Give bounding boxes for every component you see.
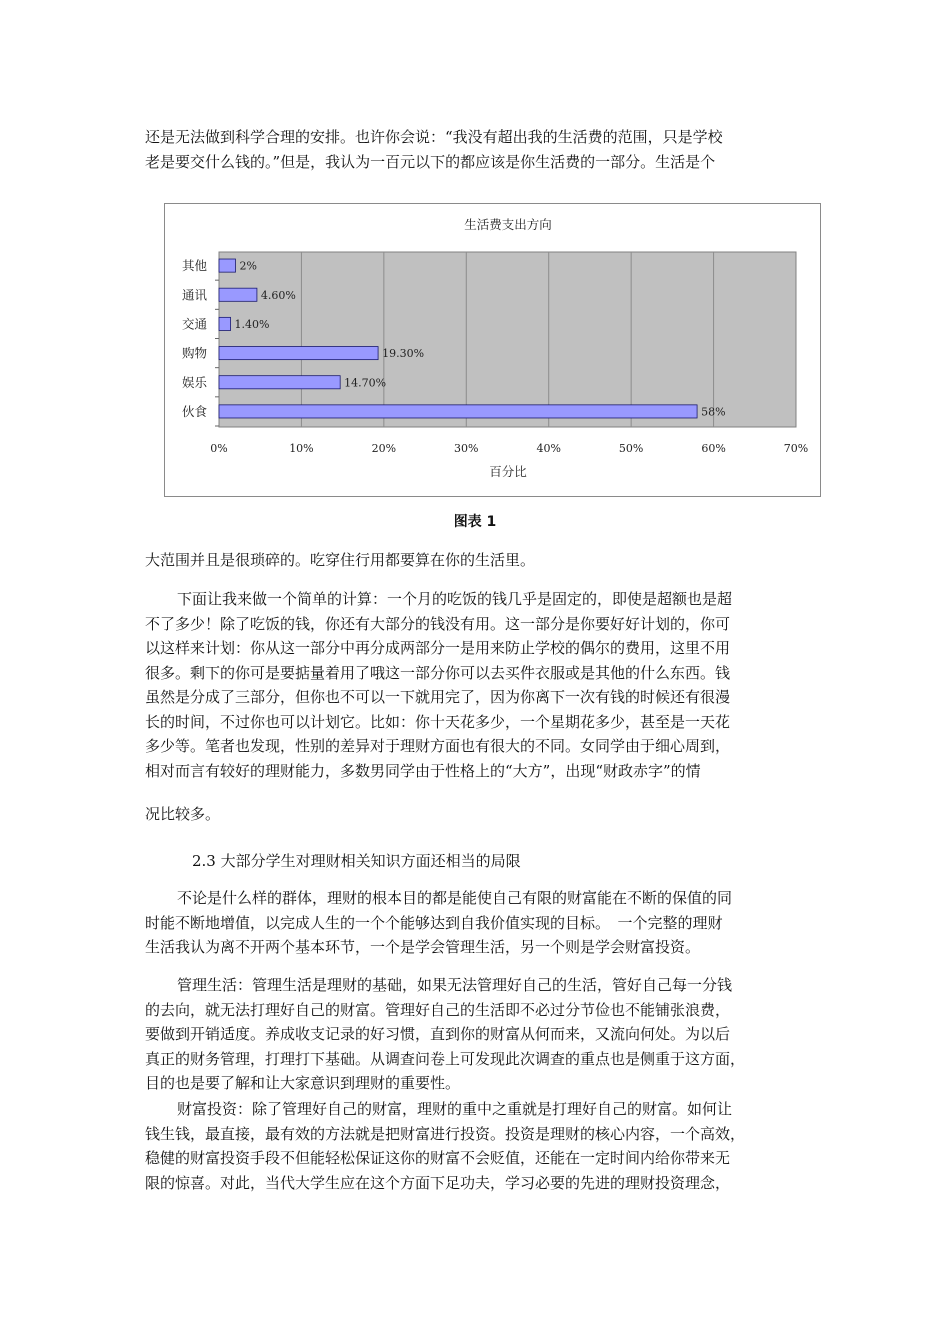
- text-line: 还是无法做到科学合理的安排。也许你会说：“我没有超出我的生活费的范围，只是学校: [145, 128, 723, 146]
- paragraph-5: [145, 973, 810, 1096]
- bar-value-label: 4.60%: [260, 288, 296, 302]
- text-line: 多少等。笔者也发现，性别的差异对于理财方面也有很大的不同。女同学由于细心周到，: [145, 737, 731, 755]
- bar-value-label: 2%: [239, 259, 257, 273]
- bar: [219, 405, 697, 418]
- text-line: 老是要交什么钱的。”但是，我认为一百元以下的都应该是你生活费的一部分。生活是个: [145, 152, 716, 171]
- text-line: 很多。剩下的你可是要掂量着用了哦这一部分你可以去买件衣服或是其他的什么东西。钱: [145, 663, 731, 682]
- x-tick-label: 70%: [783, 442, 809, 455]
- bar: [219, 376, 340, 389]
- text-line: 的去向，就无法打理好自己的财富。管理好自己的生活即不必过分节俭也不能铺张浪费，: [145, 1000, 731, 1019]
- paragraph-2: [145, 587, 810, 783]
- text-line: 下面让我来做一个简单的计算：一个月的吃饭的钱几乎是固定的，即使是超额也是超: [177, 590, 733, 608]
- text-line: 虽然是分成了三部分，但你也不可以一下就用完了，因为你离下一次有钱的时候还有很漫: [145, 688, 731, 706]
- paragraph-4: [145, 886, 810, 960]
- paragraph-3: [145, 802, 810, 827]
- paragraph-1: [145, 548, 810, 573]
- bar: [219, 317, 231, 330]
- text-line: 不论是什么样的群体，理财的根本目的都是能使自己有限的财富能在不断的保值的同: [177, 889, 733, 907]
- text-line: 时能不断地增值，以完成人生的一个个能够达到自我价值实现的目标。 一个完整的理财: [145, 913, 723, 932]
- x-tick-labels: [210, 442, 808, 455]
- text-line: 以这样来计划：你从这一部分中再分成两部分一是用来防止学校的偶尔的费用，这里不用: [145, 639, 731, 657]
- chart-container: [164, 203, 821, 497]
- bar: [219, 347, 378, 360]
- category-label: 伙食: [181, 403, 207, 419]
- x-tick-label: 40%: [536, 442, 561, 455]
- text-line: 稳健的财富投资手段不但能轻松保证这你的财富不会贬值，还能在一定时间内给你带来无: [145, 1149, 731, 1167]
- paragraph-6: [145, 1097, 810, 1195]
- text-line: 管理生活：管理生活是理财的基础，如果无法管理好自己的生活，管好自己每一分钱: [177, 976, 733, 994]
- text-line: 钱生钱，最直接，最有效的方法就是把财富进行投资。投资是理财的核心内容，一个高效，: [145, 1124, 746, 1143]
- x-tick-label: 10%: [289, 442, 314, 455]
- text-line: 生活我认为离不开两个基本环节，一个是学会管理生活，另一个则是学会财富投资。: [145, 938, 701, 956]
- x-tick-label: 60%: [701, 442, 726, 455]
- x-tick-label: 30%: [454, 442, 479, 455]
- category-labels: [182, 258, 219, 426]
- category-label: 交通: [181, 316, 207, 332]
- text-line: 真正的财务管理，打理打下基础。从调查问卷上可发现此次调查的重点也是侧重于这方面，: [145, 1049, 746, 1068]
- x-axis-label: 百分比: [489, 464, 527, 479]
- figure-caption: 图表 1: [453, 514, 497, 530]
- text-line: 况比较多。: [145, 805, 221, 823]
- bar-value-label: 19.30%: [382, 347, 425, 361]
- text-line: 要做到开销适度。养成收支记录的好习惯，直到你的财富从何而来，又流向何处。为以后: [145, 1025, 731, 1043]
- chart-title: 生活费支出方向: [464, 217, 552, 232]
- category-label: 通讯: [181, 287, 207, 303]
- x-tick-label: 50%: [618, 442, 644, 455]
- plot-area: [219, 252, 796, 427]
- bar-chart: [165, 204, 820, 496]
- bar: [219, 288, 257, 301]
- x-tick-label: 0%: [210, 442, 228, 455]
- section-heading: 2.3 大部分学生对理财相关知识方面还相当的局限: [192, 852, 521, 870]
- x-tick-label: 20%: [371, 442, 397, 455]
- bar-value-label: 14.70%: [344, 376, 387, 390]
- category-label: 娱乐: [181, 374, 207, 390]
- bar-value-label: 58%: [701, 405, 726, 419]
- text-line: 长的时间，不过你也可以计划它。比如：你十天花多少，一个星期花多少，甚至是一天花: [145, 712, 731, 731]
- bar: [219, 259, 235, 272]
- text-line: 财富投资：除了管理好自己的财富，理财的重中之重就是打理好自己的财富。如何让: [177, 1100, 733, 1118]
- category-label: 其他: [181, 258, 207, 274]
- text-line: 目的也是要了解和让大家意识到理财的重要性。: [145, 1074, 461, 1092]
- text-line: 相对而言有较好的理财能力，多数男同学由于性格上的“大方”，出现“财政赤字”的情: [145, 761, 701, 780]
- bar-value-label: 1.40%: [234, 317, 270, 331]
- category-label: 购物: [181, 345, 207, 361]
- text-line: 不了多少！除了吃饭的钱，你还有大部分的钱没有用。这一部分是你要好好计划的，你可: [145, 614, 731, 633]
- text-line: 大范围并且是很琐碎的。吃穿住行用都要算在你的生活里。: [145, 551, 536, 569]
- paragraph-top: [145, 125, 810, 174]
- text-line: 限的惊喜。对此，当代大学生应在这个方面下足功夫，学习必要的先进的理财投资理念，: [145, 1173, 731, 1192]
